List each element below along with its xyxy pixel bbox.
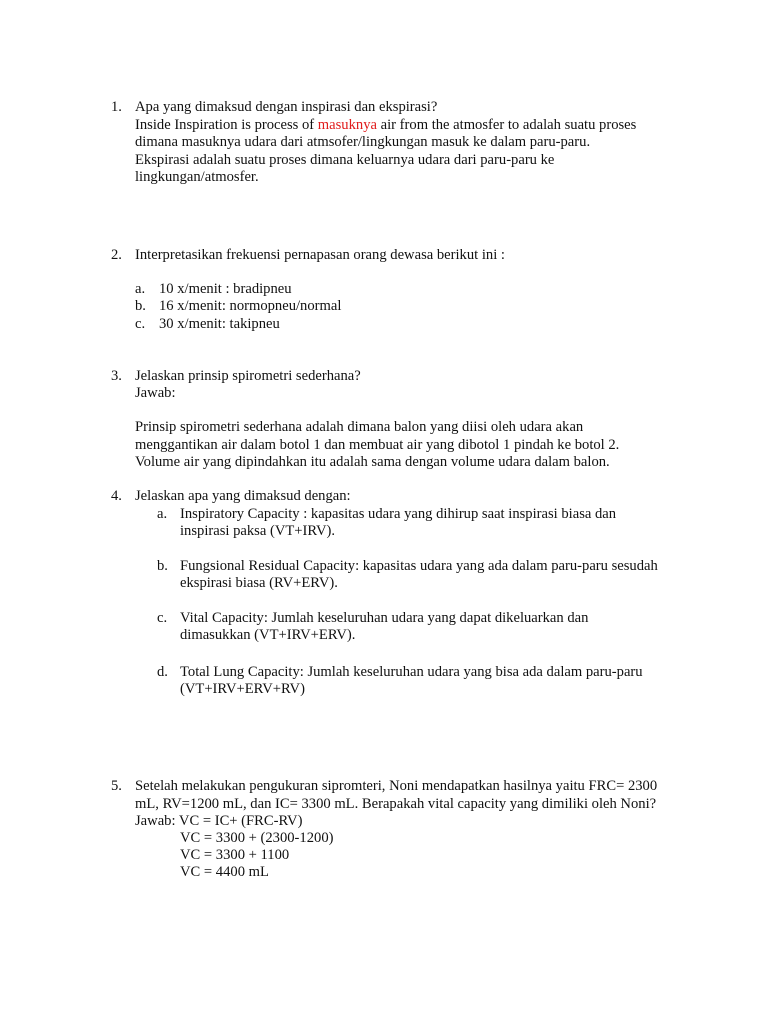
calculation-line: VC = 3300 + (2300-1200)	[180, 830, 334, 846]
list-item: 16 x/menit: normopneu/normal	[159, 298, 342, 314]
question-text: Apa yang dimaksud dengan inspirasi dan ekspirasi?	[135, 99, 438, 115]
list-letter: d.	[157, 664, 168, 680]
question-text: mL, RV=1200 mL, dan IC= 3300 mL. Berapakah vital capacity yang dimiliki oleh Noni?	[135, 796, 657, 812]
question-number: 3.	[111, 368, 122, 384]
question-number: 5.	[111, 778, 122, 794]
list-letter: a.	[157, 506, 168, 522]
question-number: 4.	[111, 488, 122, 504]
question-text: Interpretasikan frekuensi pernapasan orang dewasa berikut ini :	[135, 247, 505, 263]
calculation-line: VC = 3300 + 1100	[180, 847, 290, 863]
definition-line: Inspiratory Capacity : kapasitas udara yang dihirup saat inspirasi biasa dan	[180, 506, 617, 522]
list-item: 10 x/menit : bradipneu	[159, 281, 292, 297]
highlighted-word: masuknya	[317, 117, 377, 133]
definition-line: dimasukkan (VT+IRV+ERV).	[180, 627, 356, 643]
answer-line: Volume air yang dipindahkan itu adalah sama dengan volume udara dalam balon.	[135, 454, 610, 470]
answer-line: Prinsip spirometri sederhana adalah dimana balon yang diisi oleh udara akan	[135, 419, 584, 435]
definition-line: Total Lung Capacity: Jumlah keseluruhan udara yang bisa ada dalam paru-paru	[180, 664, 643, 680]
answer-line: menggantikan air dalam botol 1 dan membuat air yang dibotol 1 pindah ke botol 2.	[135, 437, 620, 453]
list-item: 30 x/menit: takipneu	[159, 316, 280, 332]
list-letter: c.	[135, 316, 146, 332]
list-letter: c.	[157, 610, 168, 626]
calculation-line: VC = 4400 mL	[180, 864, 269, 880]
question-number: 1.	[111, 99, 122, 115]
answer-line: Inside Inspiration is process of masuknya air from the atmosfer to adalah suatu proses	[135, 117, 637, 133]
answer-line: Jawab: VC = IC+ (FRC-RV)	[135, 813, 303, 829]
definition-line: Fungsional Residual Capacity: kapasitas udara yang ada dalam paru-paru sesudah	[180, 558, 658, 574]
question-text: Setelah melakukan pengukuran sipromteri, Noni mendapatkan hasilnya yaitu FRC= 2300	[135, 778, 658, 794]
definition-line: ekspirasi biasa (RV+ERV).	[180, 575, 338, 591]
definition-line: Vital Capacity: Jumlah keseluruhan udara yang dapat dikeluarkan dan	[180, 610, 589, 626]
list-letter: b.	[135, 298, 146, 314]
answer-line: lingkungan/atmosfer.	[135, 169, 259, 185]
definition-line: (VT+IRV+ERV+RV)	[180, 681, 305, 697]
list-letter: b.	[157, 558, 168, 574]
answer-label: Jawab:	[135, 385, 176, 401]
question-text: Jelaskan prinsip spirometri sederhana?	[135, 368, 361, 384]
answer-line: dimana masuknya udara dari atmsofer/lingkungan masuk ke dalam paru-paru.	[135, 134, 591, 150]
question-text: Jelaskan apa yang dimaksud dengan:	[135, 488, 351, 504]
answer-line: Ekspirasi adalah suatu proses dimana keluarnya udara dari paru-paru ke	[135, 152, 555, 168]
question-number: 2.	[111, 247, 122, 263]
definition-line: inspirasi paksa (VT+IRV).	[180, 523, 335, 539]
list-letter: a.	[135, 281, 146, 297]
